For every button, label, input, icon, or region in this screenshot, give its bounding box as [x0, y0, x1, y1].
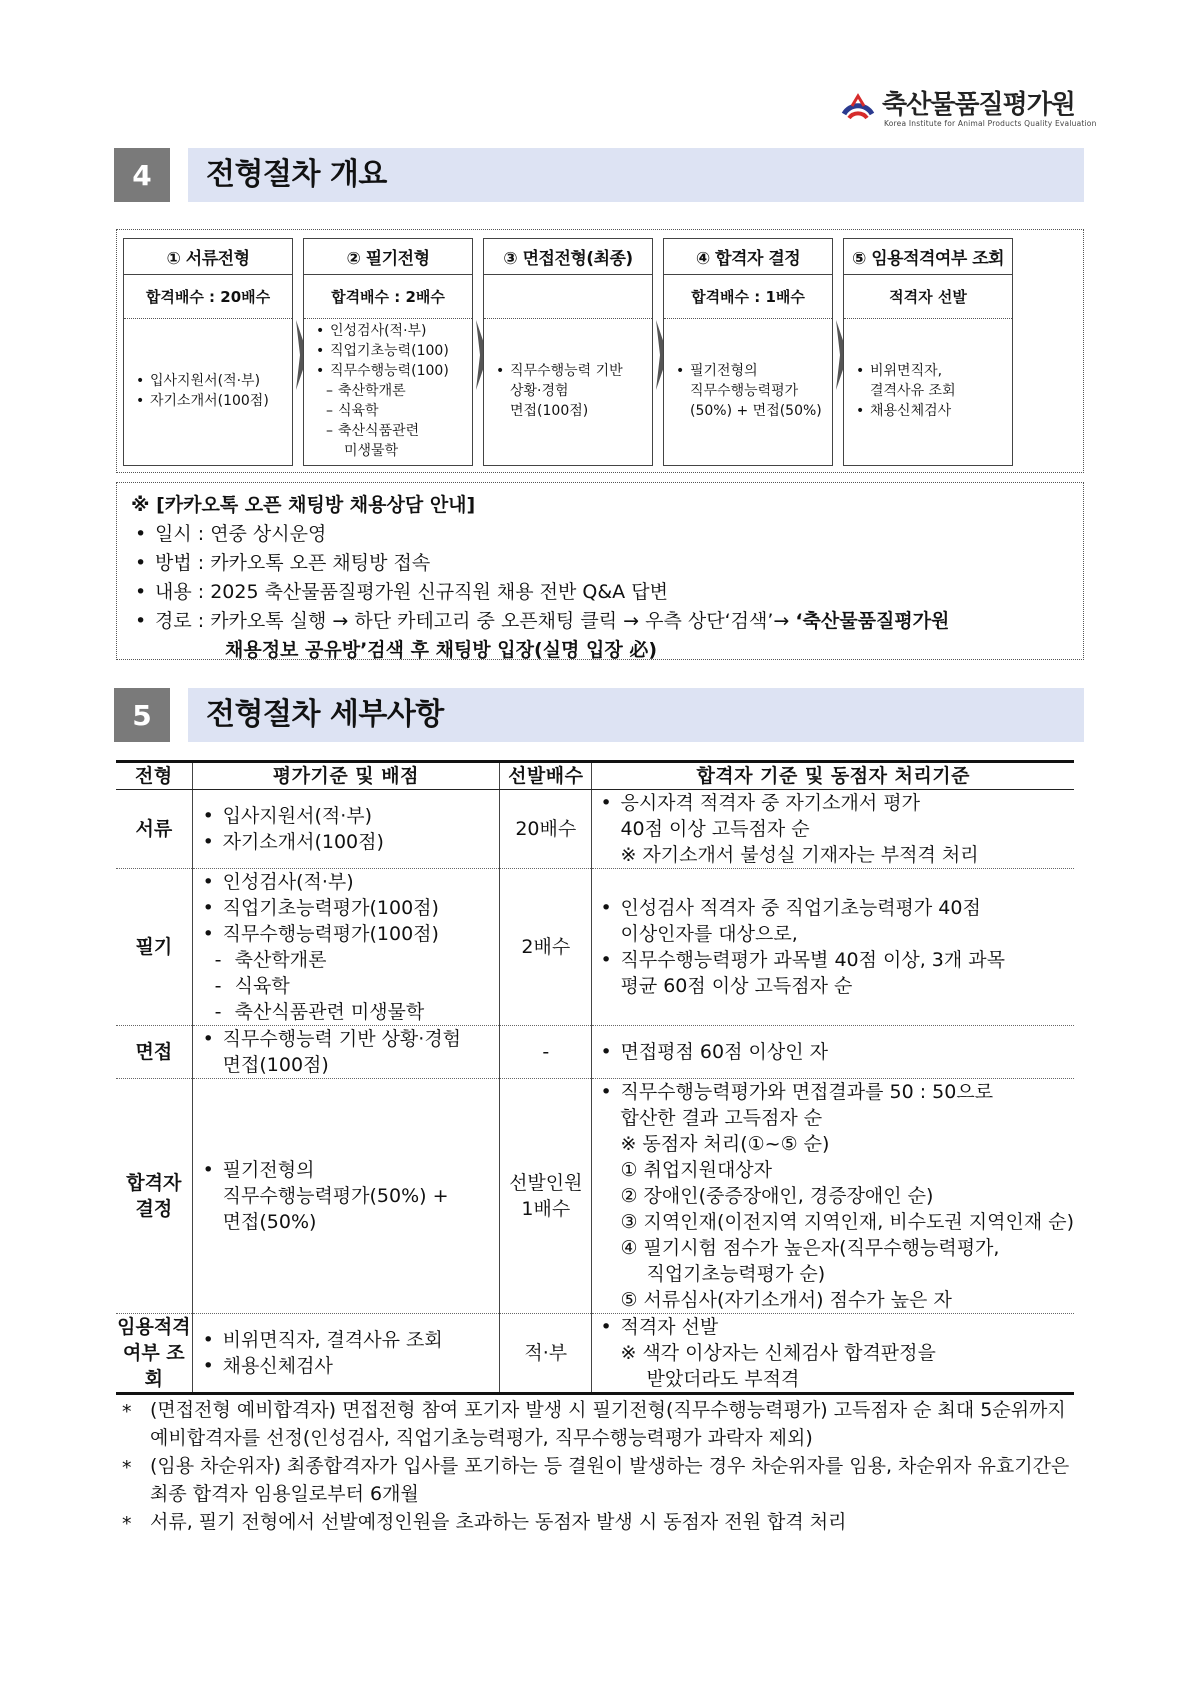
criteria-item: • 채용신체검사 — [199, 1353, 499, 1379]
process-flow — [116, 229, 1084, 473]
stage-cell — [116, 1314, 192, 1394]
multiple-value: 선발인원 — [509, 1172, 583, 1194]
step-item: • 직무수행능력(100) — [314, 361, 449, 381]
column-header: 평가기준 및 배점 — [192, 762, 499, 790]
stage-label: 합격자 — [126, 1172, 182, 1194]
standard-item: • 인성검사 적격자 중 직업기초능력평가 40점 — [596, 895, 1074, 921]
standard-item: ③ 지역인재(이전지역 지역인재, 비수도권 지역인재 순) — [620, 1211, 1074, 1233]
step-pass-multiple: 합격배수 : 1배수 — [664, 275, 832, 319]
step-item: • 인성검사(적·부) — [314, 321, 449, 341]
process-step — [663, 238, 833, 466]
column-header: 합격자 기준 및 동점자 처리기준 — [592, 762, 1074, 790]
criteria-item: • 입사지원서(적·부) — [199, 803, 499, 829]
multiple-value: 1배수 — [521, 1198, 571, 1220]
route-bold-text: ‘축산물품질평가원 — [795, 610, 950, 632]
criteria-cell — [192, 1314, 499, 1394]
step-item: • 필기전형의 — [674, 361, 822, 381]
step-body — [484, 319, 652, 463]
criteria-item: • 직업기초능력평가(100점) — [199, 895, 499, 921]
standard-cell — [592, 790, 1074, 869]
criteria-cell — [192, 869, 499, 1026]
stage-label: 면접 — [135, 1041, 173, 1063]
table-row — [116, 790, 1074, 869]
process-step — [303, 238, 473, 466]
stage-cell — [116, 1079, 192, 1314]
step-pass-multiple: 합격배수 : 20배수 — [124, 275, 292, 319]
stage-label: 필기 — [135, 936, 173, 958]
standard-item: • 면접평점 60점 이상인 자 — [596, 1039, 1074, 1065]
process-step — [843, 238, 1013, 466]
criteria-item: • 필기전형의 — [199, 1157, 499, 1183]
criteria-item: • 비위면직자, 결격사유 조회 — [199, 1327, 499, 1353]
section-number: 5 — [114, 688, 170, 742]
table-row — [116, 1314, 1074, 1394]
step-pass-multiple: 합격배수 : 2배수 — [304, 275, 472, 319]
standard-item: • 직무수행능력평가 과목별 40점 이상, 3개 과목 — [596, 947, 1074, 973]
criteria-item: • 직무수행능력평가(100점) — [199, 921, 499, 947]
step-item: • 직업기초능력(100) — [314, 341, 449, 361]
step-item: • 자기소개서(100점) — [134, 391, 269, 411]
multiple-value: - — [542, 1041, 550, 1063]
step-title: ② 필기전형 — [304, 239, 472, 275]
multiple-cell — [500, 1314, 592, 1394]
criteria-item: - 축산학개론 — [199, 947, 499, 973]
organization-logo — [838, 82, 1097, 132]
standard-item: 평균 60점 이상 고득점자 순 — [620, 975, 853, 997]
section-title: 전형절차 세부사항 — [206, 697, 444, 732]
step-item: – 축산식품관련 — [314, 421, 449, 441]
notice-route-continued: 채용정보 공유방’검색 후 채팅방 입장(실명 입장 必) — [225, 639, 658, 661]
step-title: ⑤ 임용적격여부 조회 — [844, 239, 1012, 275]
criteria-cell — [192, 1026, 499, 1079]
kakao-notice-box — [116, 482, 1084, 660]
step-item: • 채용신체검사 — [854, 401, 956, 421]
standard-item: ※ 색각 이상자는 신체검사 합격판정을 — [620, 1342, 936, 1364]
stage-label: 서류 — [135, 818, 173, 840]
criteria-cell — [192, 1079, 499, 1314]
section-4-header — [114, 148, 1084, 202]
notice-row: • 내용 : 2025 축산물품질평가원 신규직원 채용 전반 Q&A 답변 — [131, 578, 1069, 607]
criteria-item: • 자기소개서(100점) — [199, 829, 499, 855]
standard-item: 받았더라도 부적격 — [646, 1368, 800, 1390]
multiple-cell — [500, 790, 592, 869]
table-row — [116, 1079, 1074, 1314]
standard-item: ⑤ 서류심사(자기소개서) 점수가 높은 자 — [620, 1289, 952, 1311]
logo-subtitle: Korea Institute for Animal Products Quality Evaluation — [884, 119, 1097, 128]
table-row — [116, 869, 1074, 1026]
step-body — [664, 319, 832, 463]
standard-item: ※ 동점자 처리(①~⑤ 순) — [620, 1133, 830, 1155]
step-item: • 입사지원서(적·부) — [134, 371, 269, 391]
footnote: * (임용 차순위자) 최종합격자가 입사를 포기하는 등 결원이 발생하는 경우 차순위자를 임용, 차순위자 유효기간은 최종 합격자 임용일로부터 6개월 — [120, 1452, 1084, 1508]
step-body — [304, 319, 472, 463]
stage-label: 임용적격 — [117, 1316, 191, 1338]
standard-item: • 적격자 선발 — [596, 1314, 1074, 1340]
step-title: ③ 면접전형(최종) — [484, 239, 652, 275]
table-header-row — [116, 762, 1074, 790]
multiple-value: 2배수 — [521, 936, 571, 958]
process-step — [123, 238, 293, 466]
step-title: ④ 합격자 결정 — [664, 239, 832, 275]
step-item: 직무수행능력평가 — [690, 383, 799, 399]
step-item: – 식육학 — [314, 401, 449, 421]
multiple-cell — [500, 1079, 592, 1314]
step-item: 미생물학 — [344, 443, 399, 459]
route-text: 경로 : 카카오톡 실행 → 하단 카테고리 중 오픈채팅 클릭 → 우측 상단‘검색’→ — [155, 610, 796, 632]
criteria-item: - 식육학 — [199, 973, 499, 999]
standard-item: 40점 이상 고득점자 순 — [620, 818, 810, 840]
step-body — [124, 319, 292, 463]
step-item: • 직무수행능력 기반 — [494, 361, 623, 381]
criteria-item: 면접(100점) — [222, 1054, 329, 1076]
criteria-item: - 축산식품관련 미생물학 — [199, 999, 499, 1025]
notice-route — [131, 607, 1069, 636]
section-number: 4 — [114, 148, 170, 202]
step-item: 면접(100점) — [510, 403, 589, 419]
section-5-header — [114, 688, 1084, 742]
criteria-item: • 인성검사(적·부) — [199, 869, 499, 895]
standard-cell — [592, 1314, 1074, 1394]
process-step — [483, 238, 653, 466]
step-item: – 축산학개론 — [314, 381, 449, 401]
step-item: (50%) + 면접(50%) — [690, 403, 822, 419]
stage-cell — [116, 1026, 192, 1079]
step-body — [844, 319, 1012, 463]
standard-item: 이상인자를 대상으로, — [620, 923, 798, 945]
criteria-item: 면접(50%) — [222, 1211, 317, 1233]
logo-emblem-icon — [838, 84, 878, 124]
standard-cell — [592, 1079, 1074, 1314]
notice-row: • 방법 : 카카오톡 오픈 채팅방 접속 — [131, 549, 1069, 578]
multiple-value: 20배수 — [515, 818, 577, 840]
multiple-value: 적·부 — [524, 1342, 568, 1364]
notice-heading: ※ [카카오톡 오픈 채팅방 채용상담 안내] — [131, 494, 476, 516]
footnotes — [120, 1396, 1084, 1536]
criteria-item: • 직무수행능력 기반 상황·경험 — [199, 1026, 499, 1052]
notice-row: • 일시 : 연중 상시운영 — [131, 520, 1069, 549]
standard-cell — [592, 1026, 1074, 1079]
criteria-item: 직무수행능력평가(50%) + — [222, 1185, 449, 1207]
multiple-cell — [500, 869, 592, 1026]
stage-cell — [116, 869, 192, 1026]
stage-label: 여부 조회 — [122, 1342, 185, 1390]
step-item: 상황·경험 — [510, 383, 569, 399]
detail-table — [116, 760, 1074, 1395]
standard-item: • 응시자격 적격자 중 자기소개서 평가 — [596, 790, 1074, 816]
standard-item: ※ 자기소개서 불성실 기재자는 부적격 처리 — [620, 844, 979, 866]
step-pass-multiple — [484, 275, 652, 319]
criteria-cell — [192, 790, 499, 869]
standard-item: 합산한 결과 고득점자 순 — [620, 1107, 823, 1129]
column-header: 전형 — [116, 762, 192, 790]
step-pass-multiple: 적격자 선발 — [844, 275, 1012, 319]
step-title: ① 서류전형 — [124, 239, 292, 275]
standard-item: ① 취업지원대상자 — [620, 1159, 773, 1181]
standard-item: 직업기초능력평가 순) — [646, 1263, 826, 1285]
logo-name: 축산물품질평가원 — [882, 90, 1075, 120]
footnote: * (면접전형 예비합격자) 면접전형 참여 포기자 발생 시 필기전형(직무수행능력평가) 고득점자 순 최대 5순위까지 예비합격자를 선정(인성검사, 직업기초능력평가, 직무수행능력평가 과락자 제외) — [120, 1396, 1084, 1452]
standard-cell — [592, 869, 1074, 1026]
section-title: 전형절차 개요 — [206, 157, 387, 192]
column-header: 선발배수 — [500, 762, 592, 790]
standard-item: • 직무수행능력평가와 면접결과를 50 : 50으로 — [596, 1079, 1074, 1105]
standard-item: ④ 필기시험 점수가 높은자(직무수행능력평가, — [620, 1237, 1000, 1259]
step-item: • 비위면직자, — [854, 361, 956, 381]
table-row — [116, 1026, 1074, 1079]
stage-label: 결정 — [135, 1198, 173, 1220]
step-item: 결격사유 조회 — [870, 383, 956, 399]
standard-item: ② 장애인(중증장애인, 경증장애인 순) — [620, 1185, 934, 1207]
multiple-cell — [500, 1026, 592, 1079]
footnote: * 서류, 필기 전형에서 선발예정인원을 초과하는 동점자 발생 시 동점자 전원 합격 처리 — [120, 1508, 1084, 1536]
stage-cell — [116, 790, 192, 869]
